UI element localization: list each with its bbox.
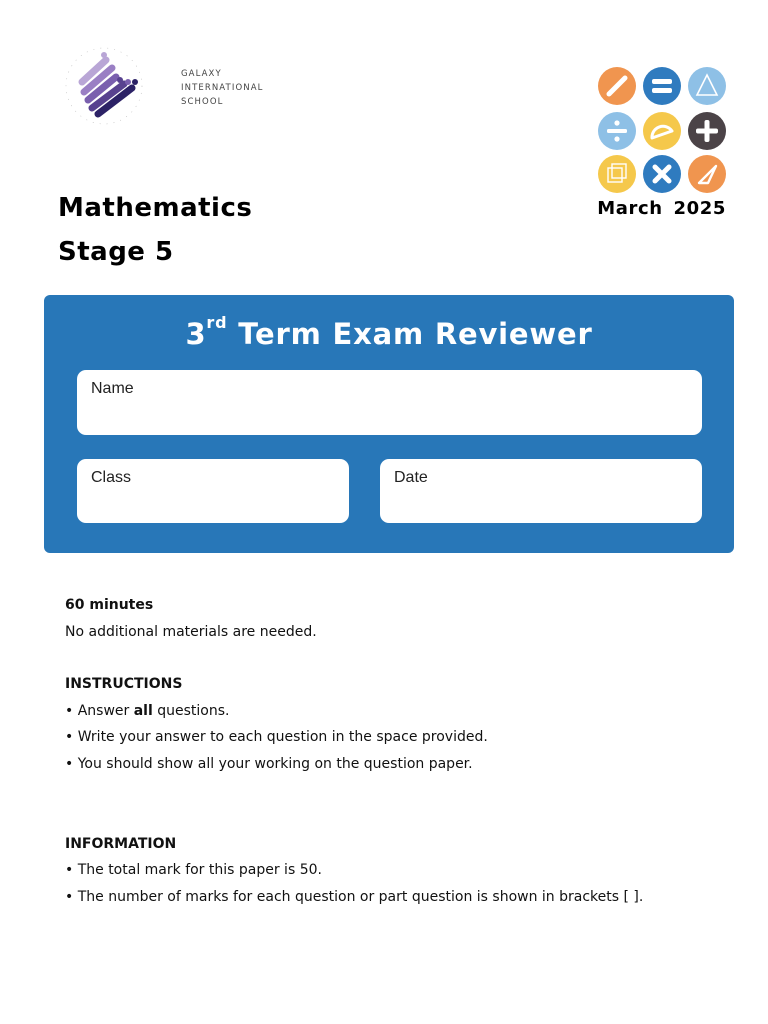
instruction-emphasis: all [133, 702, 153, 719]
name-field[interactable] [77, 370, 702, 435]
class-field[interactable] [77, 459, 349, 523]
instruction-text: • Answer [65, 702, 134, 719]
pencil-icon [598, 67, 636, 105]
instruction-item: • Write your answer to each question in the space provided. [65, 729, 488, 746]
school-name-line: SCHOOL [181, 97, 224, 107]
exam-details [65, 596, 725, 914]
instructions-heading: INSTRUCTIONS [65, 676, 183, 693]
information-item: • The total mark for this paper is 50. [65, 862, 322, 879]
date-label: Date [394, 469, 428, 486]
exam-title [44, 313, 734, 351]
math-icons [596, 67, 730, 197]
materials-note: No additional materials are needed. [65, 623, 317, 640]
plus-icon [688, 112, 726, 150]
date-field[interactable] [380, 459, 702, 523]
information-heading: INFORMATION [65, 835, 177, 852]
spacer [65, 649, 725, 675]
exam-date: March 2025 [597, 198, 726, 219]
school-name-line: INTERNATIONAL [181, 83, 264, 93]
multiply-icon [643, 155, 681, 193]
school-name [181, 67, 263, 109]
set-square-icon [688, 155, 726, 193]
cube-icon [598, 155, 636, 193]
subject-title: Mathematics [58, 193, 253, 223]
class-label: Class [91, 469, 132, 486]
triangle-icon [688, 67, 726, 105]
instruction-text: questions. [152, 702, 230, 719]
school-name-line: GALAXY [181, 69, 222, 79]
school-logo [58, 40, 264, 132]
spacer [65, 782, 725, 835]
exam-banner [44, 295, 734, 553]
protractor-icon [643, 112, 681, 150]
school-emblem-icon [58, 40, 150, 132]
divide-icon [598, 112, 636, 150]
instruction-item: • You should show all your working on the question paper. [65, 755, 473, 772]
title-text: Term Exam Reviewer [227, 317, 593, 351]
name-label: Name [91, 380, 134, 397]
instruction-item [65, 702, 725, 729]
stage-title: Stage 5 [58, 237, 174, 267]
duration: 60 minutes [65, 597, 154, 613]
subject-heading [58, 186, 252, 274]
equals-icon [643, 67, 681, 105]
title-ordinal: rd [206, 313, 228, 332]
title-number: 3 [185, 317, 207, 351]
information-item: • The number of marks for each question or part question is shown in brackets [ ]. [65, 888, 644, 905]
